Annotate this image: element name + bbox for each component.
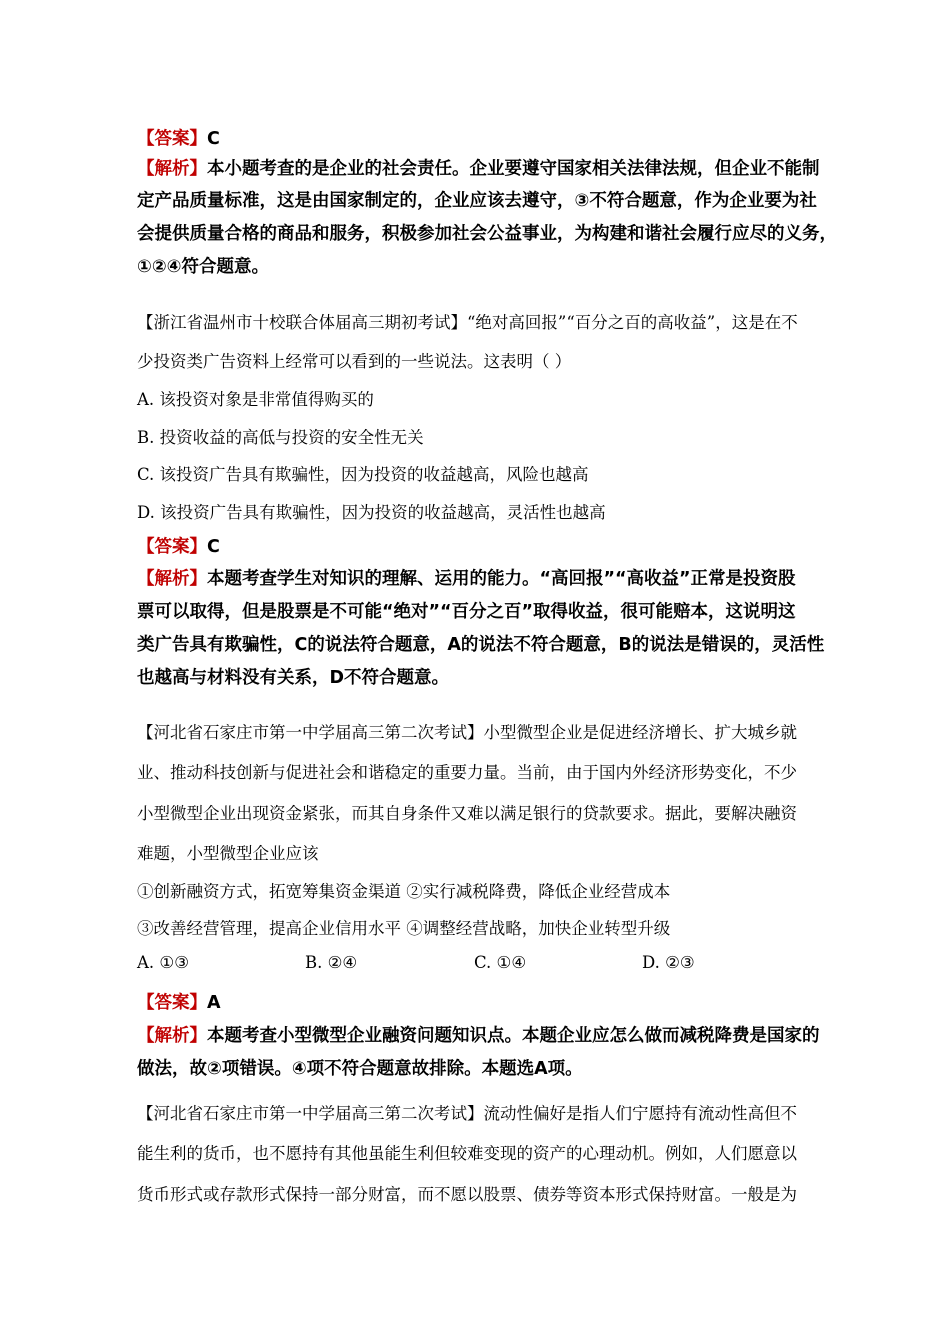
question-stem: 【河北省石家庄市第一中学届高三第二次考试】流动性偏好是指人们宁愿持有流动性高但不 xyxy=(137,1104,797,1123)
question-stem: 【河北省石家庄市第一中学届高三第二次考试】小型微型企业是促进经济增长、扩大城乡就 xyxy=(137,723,797,742)
q1-analysis-line xyxy=(137,155,820,180)
analysis-tag: 【解析】 xyxy=(137,569,207,589)
analysis-text: ①②④符合题意。 xyxy=(137,257,269,277)
choice-item: ①创新融资方式，拓宽筹集资金渠道 ②实行减税降费，降低企业经营成本 xyxy=(137,882,671,901)
analysis-text: 做法，故②项错误。④项不符合题意故排除。本题选A项。 xyxy=(137,1059,583,1079)
analysis-tag: 【解析】 xyxy=(137,1026,207,1046)
question-stem: 少投资类广告资料上经常可以看到的一些说法。这表明（ ） xyxy=(137,352,572,371)
question-stem: 【浙江省温州市十校联合体届高三期初考试】“绝对高回报”“百分之百的高收益”，这是在不 xyxy=(137,313,798,332)
q2-analysis-line xyxy=(137,565,796,590)
answer-tag: 【答案】 xyxy=(137,993,207,1013)
analysis-text: 本小题考查的是企业的社会责任。企业要遵守国家相关法律法规，但企业不能制 xyxy=(207,159,820,179)
answer-value: C xyxy=(207,537,220,557)
option-a: A. ①③ xyxy=(137,953,189,972)
q1-answer-line xyxy=(137,125,220,150)
answer-tag: 【答案】 xyxy=(137,129,207,149)
option-d: D. 该投资广告具有欺骗性，因为投资的收益越高，灵活性也越高 xyxy=(137,503,606,522)
option-d: D. ②③ xyxy=(642,953,695,972)
answer-value: A xyxy=(207,993,221,1013)
question-stem: 能生利的货币，也不愿持有其他虽能生利但较难变现的资产的心理动机。例如，人们愿意以 xyxy=(137,1144,797,1163)
option-b: B. 投资收益的高低与投资的安全性无关 xyxy=(137,428,424,447)
option-c: C. 该投资广告具有欺骗性，因为投资的收益越高，风险也越高 xyxy=(137,465,589,484)
q3-answer-line xyxy=(137,989,221,1014)
option-c: C. ①④ xyxy=(474,953,527,972)
answer-tag: 【答案】 xyxy=(137,537,207,557)
question-stem: 小型微型企业出现资金紧张，而其自身条件又难以满足银行的贷款要求。据此，要解决融资 xyxy=(137,804,797,823)
choice-item: ③改善经营管理，提高企业信用水平 ④调整经营战略，加快企业转型升级 xyxy=(137,919,671,938)
analysis-text: 也越高与材料没有关系，D不符合题意。 xyxy=(137,668,450,688)
answer-value: C xyxy=(207,129,220,149)
option-a: A. 该投资对象是非常值得购买的 xyxy=(137,390,374,409)
analysis-tag: 【解析】 xyxy=(137,159,207,179)
analysis-text: 定产品质量标准，这是由国家制定的，企业应该去遵守，③不符合题意，作为企业要为社 xyxy=(137,191,817,211)
question-stem: 货币形式或存款形式保持一部分财富，而不愿以股票、债券等资本形式保持财富。一般是为 xyxy=(137,1185,797,1204)
analysis-text: 本题考查学生对知识的理解、运用的能力。“高回报”“高收益”正常是投资股 xyxy=(207,569,796,589)
analysis-text: 类广告具有欺骗性，C的说法符合题意，A的说法不符合题意，B的说法是错误的，灵活性 xyxy=(137,635,825,655)
question-stem: 难题，小型微型企业应该 xyxy=(137,844,319,863)
question-stem: 业、推动科技创新与促进社会和谐稳定的重要力量。当前，由于国内外经济形势变化，不少 xyxy=(137,763,797,782)
q2-answer-line xyxy=(137,533,220,558)
analysis-text: 本题考查小型微型企业融资问题知识点。本题企业应怎么做而减税降费是国家的 xyxy=(207,1026,820,1046)
option-b: B. ②④ xyxy=(305,953,358,972)
analysis-text: 票可以取得，但是股票是不可能“绝对”“百分之百”取得收益，很可能赔本，这说明这 xyxy=(137,602,796,622)
analysis-text: 会提供质量合格的商品和服务，积极参加社会公益事业，为构建和谐社会履行应尽的义务， xyxy=(137,224,837,244)
q3-analysis-line xyxy=(137,1022,820,1047)
